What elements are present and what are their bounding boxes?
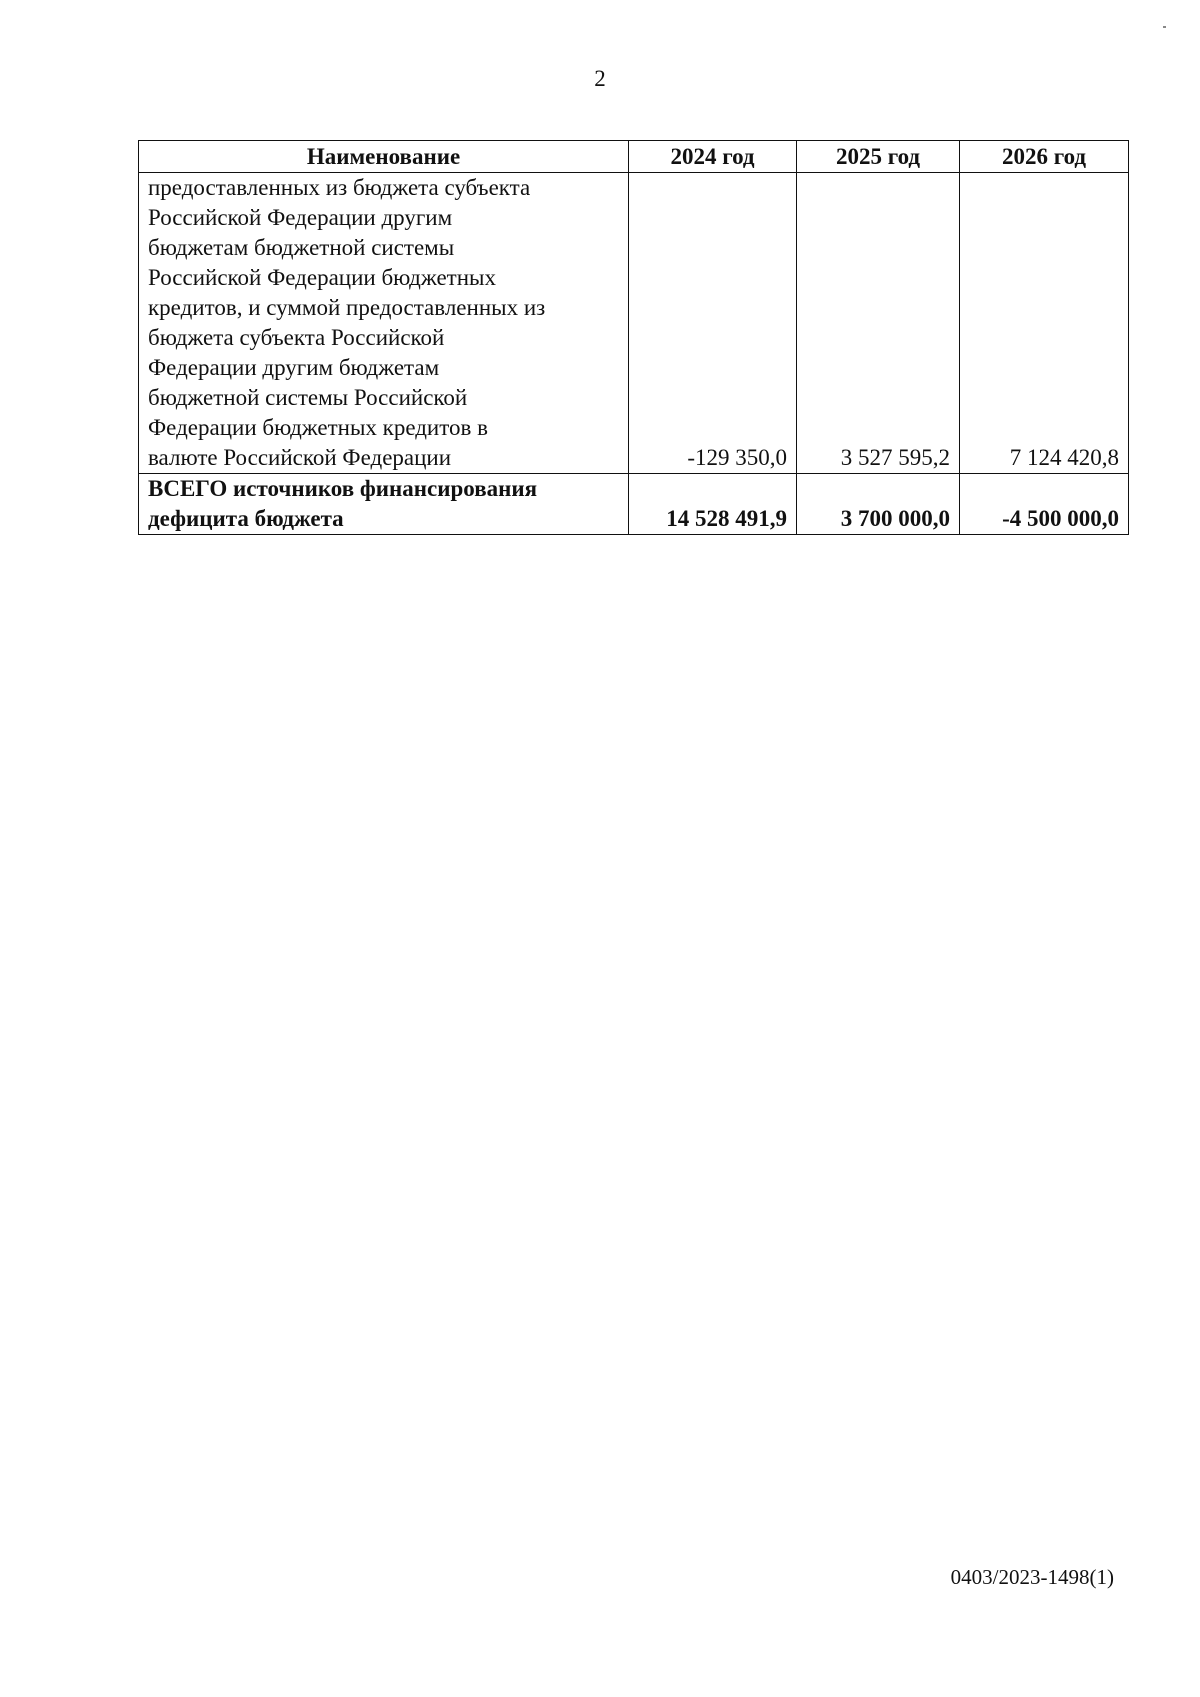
table-header-row xyxy=(139,141,1129,173)
total-value-2026: -4 500 000,0 xyxy=(960,474,1129,535)
total-value-2025: 3 700 000,0 xyxy=(797,474,960,535)
page-number: 2 xyxy=(594,66,606,91)
row-value-2025: 3 527 595,2 xyxy=(797,173,960,474)
table-row-total xyxy=(139,474,1129,535)
row-value-2026: 7 124 420,8 xyxy=(960,173,1129,474)
header-2025: 2025 год xyxy=(797,141,960,173)
document-code: 0403/2023-1498(1) xyxy=(950,1565,1114,1589)
total-value-2024: 14 528 491,9 xyxy=(629,474,797,535)
total-name-cell xyxy=(139,474,629,535)
header-name: Наименование xyxy=(139,141,629,173)
header-2026: 2026 год xyxy=(960,141,1129,173)
row-name-cell xyxy=(139,173,629,474)
budget-deficit-table xyxy=(138,140,1129,535)
total-name: ВСЕГО источников финансирования дефицита бюджета xyxy=(148,476,538,531)
table-row xyxy=(139,173,1129,474)
header-2024: 2024 год xyxy=(629,141,797,173)
scan-speck xyxy=(1163,26,1166,28)
row-name: предоставленных из бюджета субъекта Российской Федерации другим бюджетам бюджетной системы Российской Федерации бюджетных кредитов, и суммой предоставленных из бюджета субъекта Российской Федерации другим бюджетам бюджетной системы Российской Федерации бюджетных кредитов в валюте Российской Федерации xyxy=(148,175,546,470)
row-value-2024: -129 350,0 xyxy=(629,173,797,474)
